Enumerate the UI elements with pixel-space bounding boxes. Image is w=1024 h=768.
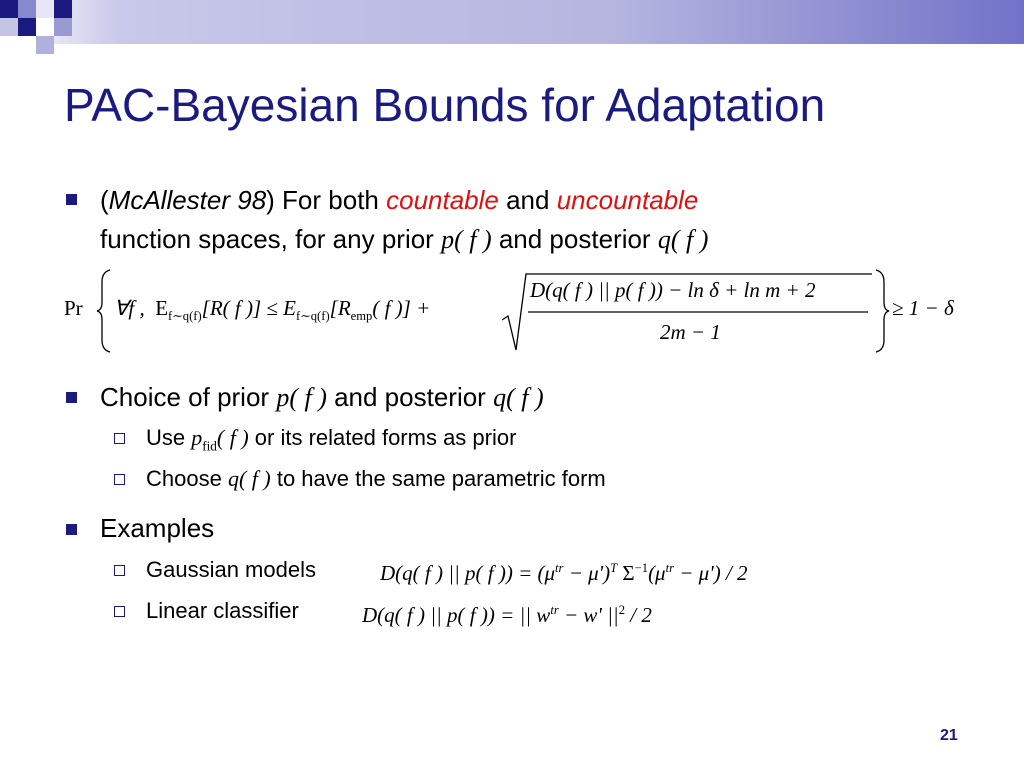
right-brace — [872, 268, 890, 354]
sub-bullet-marker — [114, 606, 125, 617]
formula-rhs: ≥ 1 − δ — [892, 296, 954, 320]
sub-bullet-choose-posterior: Choose q( f ) to have the same parametric form — [146, 466, 606, 491]
left-brace — [96, 268, 114, 354]
prior-math: p( f ) — [441, 225, 492, 254]
bullet2-line: Choice of prior p( f ) and posterior q( f ) — [100, 382, 544, 412]
countable-highlight: countable — [386, 185, 499, 215]
slide-title: PAC-Bayesian Bounds for Adaptation — [64, 79, 826, 131]
bullet-marker — [66, 392, 77, 403]
fraction-numerator: D(q( f ) || p( f )) − ln δ + ln m + 2 — [530, 278, 816, 302]
gaussian-models-label: Gaussian models — [146, 557, 316, 582]
page-number: 21 — [940, 727, 958, 744]
sub-bullet-marker — [114, 433, 125, 444]
bullet1-line2: function spaces, for any prior p( f ) and posterior q( f ) — [100, 224, 709, 254]
posterior-math: q( f ) — [657, 225, 709, 254]
linear-formula: D(q( f ) || p( f )) = || $w^{tr} - w'$ $||^2 / 2$ — [362, 603, 652, 627]
sub-bullet-use-prior: Use $p_{fid}$( f ) or its related forms as prior — [146, 425, 517, 454]
bullet1-line1: (McAllester 98) For both countable and uncountable — [100, 185, 699, 215]
header-band — [0, 0, 1024, 44]
fraction-denominator: 2m − 1 — [660, 320, 721, 344]
gaussian-formula: D(q( f ) || p( f )) = $(\mu^{tr} - \mu')^T$ $\Sigma^{-1}(\mu^{tr} - \mu') / 2$ — [380, 561, 748, 585]
uncountable-highlight: uncountable — [556, 185, 699, 215]
bullet3-examples: Examples — [100, 513, 215, 543]
linear-classifier-label: Linear classifier — [146, 598, 299, 623]
citation: McAllester 98 — [108, 185, 267, 215]
sub-bullet-marker — [114, 565, 125, 576]
bullet-marker — [66, 194, 77, 205]
sub-bullet-marker — [114, 474, 125, 485]
bullet-marker — [66, 524, 77, 535]
